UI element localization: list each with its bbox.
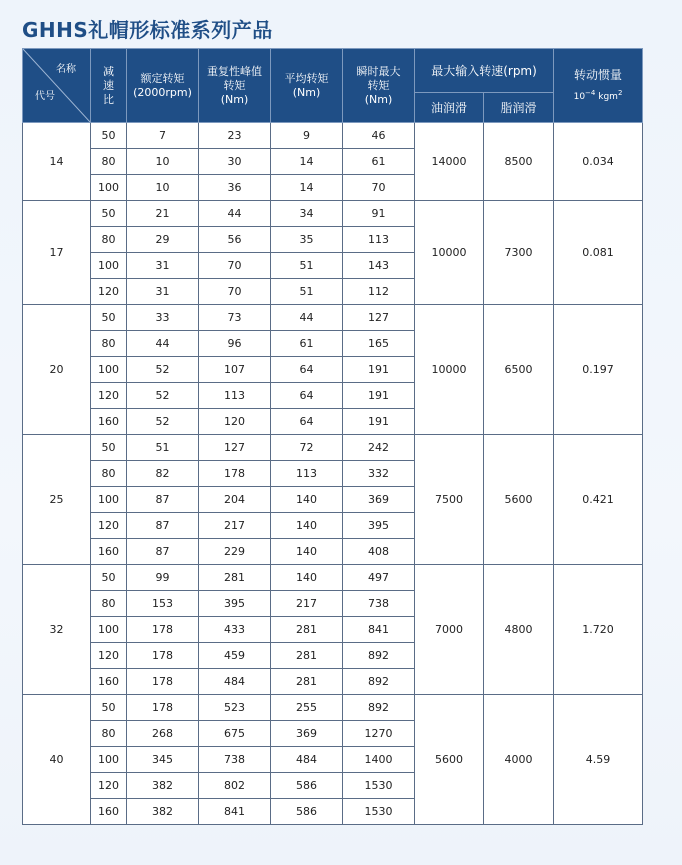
oil-speed: 7000 — [415, 565, 484, 695]
avg-torque-cell: 369 — [271, 721, 343, 747]
inertia-value: 0.034 — [554, 123, 643, 201]
rated-torque-cell: 52 — [127, 409, 199, 435]
rated-torque-cell: 268 — [127, 721, 199, 747]
repeat-peak-cell: 127 — [199, 435, 271, 461]
instant-max-header — [343, 49, 415, 123]
avg-torque-cell: 51 — [271, 279, 343, 305]
instant-max-cell: 191 — [343, 383, 415, 409]
instant-max-cell: 113 — [343, 227, 415, 253]
instant-max-cell: 841 — [343, 617, 415, 643]
table-row — [23, 695, 643, 721]
rated-torque-cell: 382 — [127, 799, 199, 825]
avg-torque-cell: 281 — [271, 617, 343, 643]
repeat-peak-cell: 70 — [199, 253, 271, 279]
ratio-cell: 80 — [91, 227, 127, 253]
ratio-cell: 120 — [91, 643, 127, 669]
ratio-cell: 100 — [91, 747, 127, 773]
repeat-peak-cell: 96 — [199, 331, 271, 357]
rated-torque-cell: 10 — [127, 149, 199, 175]
repeat-peak-cell: 281 — [199, 565, 271, 591]
repeat-peak-cell: 56 — [199, 227, 271, 253]
avg-torque-line1: 平均转矩 — [284, 71, 329, 85]
grease-speed: 7300 — [484, 201, 554, 305]
ratio-cell: 50 — [91, 695, 127, 721]
repeat-peak-cell: 70 — [199, 279, 271, 305]
rated-torque-cell: 51 — [127, 435, 199, 461]
ratio-cell: 80 — [91, 591, 127, 617]
instant-max-line1: 瞬时最大 — [356, 64, 401, 78]
inertia-unit-exp: −4 — [585, 88, 596, 97]
rated-torque-cell: 345 — [127, 747, 199, 773]
ratio-cell: 160 — [91, 409, 127, 435]
avg-torque-cell: 281 — [271, 669, 343, 695]
model-code: 14 — [23, 123, 91, 201]
rated-torque-cell: 153 — [127, 591, 199, 617]
instant-max-cell: 1530 — [343, 773, 415, 799]
inertia-unit — [554, 86, 642, 104]
oil-speed: 5600 — [415, 695, 484, 825]
ratio-cell: 100 — [91, 617, 127, 643]
avg-torque-cell: 9 — [271, 123, 343, 149]
inertia-header — [554, 49, 643, 123]
instant-max-cell: 332 — [343, 461, 415, 487]
repeat-peak-cell: 73 — [199, 305, 271, 331]
repeat-peak-header — [199, 49, 271, 123]
instant-max-cell: 395 — [343, 513, 415, 539]
oil-speed: 10000 — [415, 201, 484, 305]
name-label: 名称 — [56, 64, 76, 75]
ratio-cell: 120 — [91, 773, 127, 799]
ratio-header — [91, 49, 127, 123]
avg-torque-cell: 140 — [271, 513, 343, 539]
grease-speed: 5600 — [484, 435, 554, 565]
rated-torque-cell: 21 — [127, 201, 199, 227]
diagonal-header-cell — [23, 49, 91, 123]
instant-max-cell: 1400 — [343, 747, 415, 773]
model-code: 20 — [23, 305, 91, 435]
instant-max-cell: 497 — [343, 565, 415, 591]
table-row — [23, 123, 643, 149]
avg-torque-header — [271, 49, 343, 123]
page-title: GHHS礼帽形标准系列产品 — [22, 18, 273, 42]
repeat-peak-cell: 459 — [199, 643, 271, 669]
instant-max-cell: 70 — [343, 175, 415, 201]
rated-torque-cell: 52 — [127, 357, 199, 383]
grease-speed: 8500 — [484, 123, 554, 201]
spec-table — [22, 48, 643, 825]
avg-torque-cell: 64 — [271, 383, 343, 409]
inertia-unit-tail: kgm — [598, 91, 618, 102]
instant-max-cell: 242 — [343, 435, 415, 461]
rated-torque-cell: 87 — [127, 513, 199, 539]
rated-torque-cell: 52 — [127, 383, 199, 409]
rated-torque-cell: 31 — [127, 253, 199, 279]
diagonal-line — [23, 49, 90, 122]
avg-torque-cell: 140 — [271, 565, 343, 591]
repeat-peak-cell: 433 — [199, 617, 271, 643]
avg-torque-cell: 64 — [271, 409, 343, 435]
rated-torque-cell: 178 — [127, 643, 199, 669]
rated-torque-cell: 10 — [127, 175, 199, 201]
repeat-peak-cell: 107 — [199, 357, 271, 383]
instant-max-cell: 191 — [343, 357, 415, 383]
repeat-peak-cell: 178 — [199, 461, 271, 487]
instant-max-cell: 112 — [343, 279, 415, 305]
ratio-cell: 100 — [91, 357, 127, 383]
instant-max-line2: 转矩 — [367, 78, 390, 92]
rated-torque-cell: 29 — [127, 227, 199, 253]
instant-max-cell: 1530 — [343, 799, 415, 825]
rated-torque-cell: 382 — [127, 773, 199, 799]
avg-torque-cell: 35 — [271, 227, 343, 253]
avg-torque-cell: 281 — [271, 643, 343, 669]
instant-max-cell: 127 — [343, 305, 415, 331]
rated-torque-cell: 31 — [127, 279, 199, 305]
repeat-peak-cell: 204 — [199, 487, 271, 513]
inertia-unit-base: 10 — [573, 91, 586, 102]
repeat-peak-cell: 36 — [199, 175, 271, 201]
repeat-peak-cell: 675 — [199, 721, 271, 747]
instant-max-cell: 91 — [343, 201, 415, 227]
grease-speed: 4000 — [484, 695, 554, 825]
instant-max-cell: 191 — [343, 409, 415, 435]
repeat-peak-line3: (Nm) — [220, 92, 249, 106]
ratio-cell: 120 — [91, 383, 127, 409]
ratio-cell: 120 — [91, 279, 127, 305]
repeat-peak-line2: 转矩 — [223, 78, 246, 92]
avg-torque-line2: (Nm) — [292, 85, 321, 99]
model-code: 40 — [23, 695, 91, 825]
ratio-char-2: 速 — [103, 78, 114, 92]
code-label: 代号 — [35, 91, 55, 102]
instant-max-cell: 165 — [343, 331, 415, 357]
rated-torque-cell: 44 — [127, 331, 199, 357]
rated-torque-cell: 7 — [127, 123, 199, 149]
instant-max-cell: 143 — [343, 253, 415, 279]
inertia-label: 转动惯量 — [574, 67, 623, 82]
rated-torque-line1: 额定转矩 — [140, 71, 185, 85]
avg-torque-cell: 61 — [271, 331, 343, 357]
repeat-peak-cell: 217 — [199, 513, 271, 539]
rated-torque-cell: 99 — [127, 565, 199, 591]
ratio-cell: 120 — [91, 513, 127, 539]
ratio-cell: 80 — [91, 461, 127, 487]
rated-torque-cell: 87 — [127, 487, 199, 513]
instant-max-cell: 892 — [343, 695, 415, 721]
ratio-cell: 50 — [91, 123, 127, 149]
model-code: 32 — [23, 565, 91, 695]
repeat-peak-cell: 802 — [199, 773, 271, 799]
ratio-cell: 160 — [91, 799, 127, 825]
ratio-cell: 160 — [91, 539, 127, 565]
avg-torque-cell: 586 — [271, 773, 343, 799]
avg-torque-cell: 484 — [271, 747, 343, 773]
avg-torque-cell: 113 — [271, 461, 343, 487]
inertia-value: 1.720 — [554, 565, 643, 695]
grease-speed: 6500 — [484, 305, 554, 435]
repeat-peak-cell: 229 — [199, 539, 271, 565]
instant-max-cell: 369 — [343, 487, 415, 513]
repeat-peak-cell: 23 — [199, 123, 271, 149]
grease-speed: 4800 — [484, 565, 554, 695]
inertia-unit-exp2: 2 — [617, 88, 623, 97]
table-body — [23, 123, 643, 825]
oil-speed: 10000 — [415, 305, 484, 435]
ratio-cell: 100 — [91, 487, 127, 513]
avg-torque-cell: 51 — [271, 253, 343, 279]
ratio-cell: 50 — [91, 565, 127, 591]
ratio-cell: 80 — [91, 721, 127, 747]
table-row — [23, 305, 643, 331]
inertia-value: 0.421 — [554, 435, 643, 565]
rated-torque-line2: (2000rpm) — [133, 85, 192, 99]
rated-torque-cell: 82 — [127, 461, 199, 487]
rated-torque-header — [127, 49, 199, 123]
repeat-peak-cell: 395 — [199, 591, 271, 617]
ratio-cell: 80 — [91, 331, 127, 357]
instant-max-cell: 892 — [343, 643, 415, 669]
table-row — [23, 435, 643, 461]
instant-max-cell: 738 — [343, 591, 415, 617]
ratio-cell: 50 — [91, 201, 127, 227]
rated-torque-cell: 33 — [127, 305, 199, 331]
ratio-cell: 50 — [91, 305, 127, 331]
rated-torque-cell: 178 — [127, 617, 199, 643]
repeat-peak-cell: 120 — [199, 409, 271, 435]
instant-max-cell: 892 — [343, 669, 415, 695]
avg-torque-cell: 14 — [271, 175, 343, 201]
oil-header: 油润滑 — [415, 93, 484, 123]
model-code: 17 — [23, 201, 91, 305]
repeat-peak-cell: 30 — [199, 149, 271, 175]
repeat-peak-cell: 523 — [199, 695, 271, 721]
repeat-peak-cell: 113 — [199, 383, 271, 409]
instant-max-cell: 46 — [343, 123, 415, 149]
grease-header: 脂润滑 — [484, 93, 554, 123]
inertia-value: 0.197 — [554, 305, 643, 435]
table-row — [23, 565, 643, 591]
instant-max-line3: (Nm) — [364, 92, 393, 106]
instant-max-cell: 1270 — [343, 721, 415, 747]
table-header — [23, 49, 643, 123]
avg-torque-cell: 140 — [271, 487, 343, 513]
oil-speed: 7500 — [415, 435, 484, 565]
repeat-peak-cell: 841 — [199, 799, 271, 825]
repeat-peak-cell: 44 — [199, 201, 271, 227]
avg-torque-cell: 586 — [271, 799, 343, 825]
instant-max-cell: 408 — [343, 539, 415, 565]
max-speed-header: 最大输入转速(rpm) — [415, 49, 554, 93]
ratio-char-1: 减 — [103, 64, 114, 78]
inertia-value: 0.081 — [554, 201, 643, 305]
inertia-value: 4.59 — [554, 695, 643, 825]
repeat-peak-line1: 重复性峰值 — [207, 64, 262, 78]
rated-torque-cell: 87 — [127, 539, 199, 565]
table-row — [23, 201, 643, 227]
ratio-cell: 100 — [91, 175, 127, 201]
avg-torque-cell: 34 — [271, 201, 343, 227]
avg-torque-cell: 72 — [271, 435, 343, 461]
ratio-cell: 80 — [91, 149, 127, 175]
rated-torque-cell: 178 — [127, 669, 199, 695]
rated-torque-cell: 178 — [127, 695, 199, 721]
avg-torque-cell: 44 — [271, 305, 343, 331]
repeat-peak-cell: 738 — [199, 747, 271, 773]
avg-torque-cell: 140 — [271, 539, 343, 565]
avg-torque-cell: 64 — [271, 357, 343, 383]
avg-torque-cell: 217 — [271, 591, 343, 617]
model-code: 25 — [23, 435, 91, 565]
ratio-char-3: 比 — [103, 92, 114, 106]
instant-max-cell: 61 — [343, 149, 415, 175]
repeat-peak-cell: 484 — [199, 669, 271, 695]
avg-torque-cell: 14 — [271, 149, 343, 175]
oil-speed: 14000 — [415, 123, 484, 201]
ratio-cell: 50 — [91, 435, 127, 461]
ratio-cell: 100 — [91, 253, 127, 279]
avg-torque-cell: 255 — [271, 695, 343, 721]
ratio-cell: 160 — [91, 669, 127, 695]
